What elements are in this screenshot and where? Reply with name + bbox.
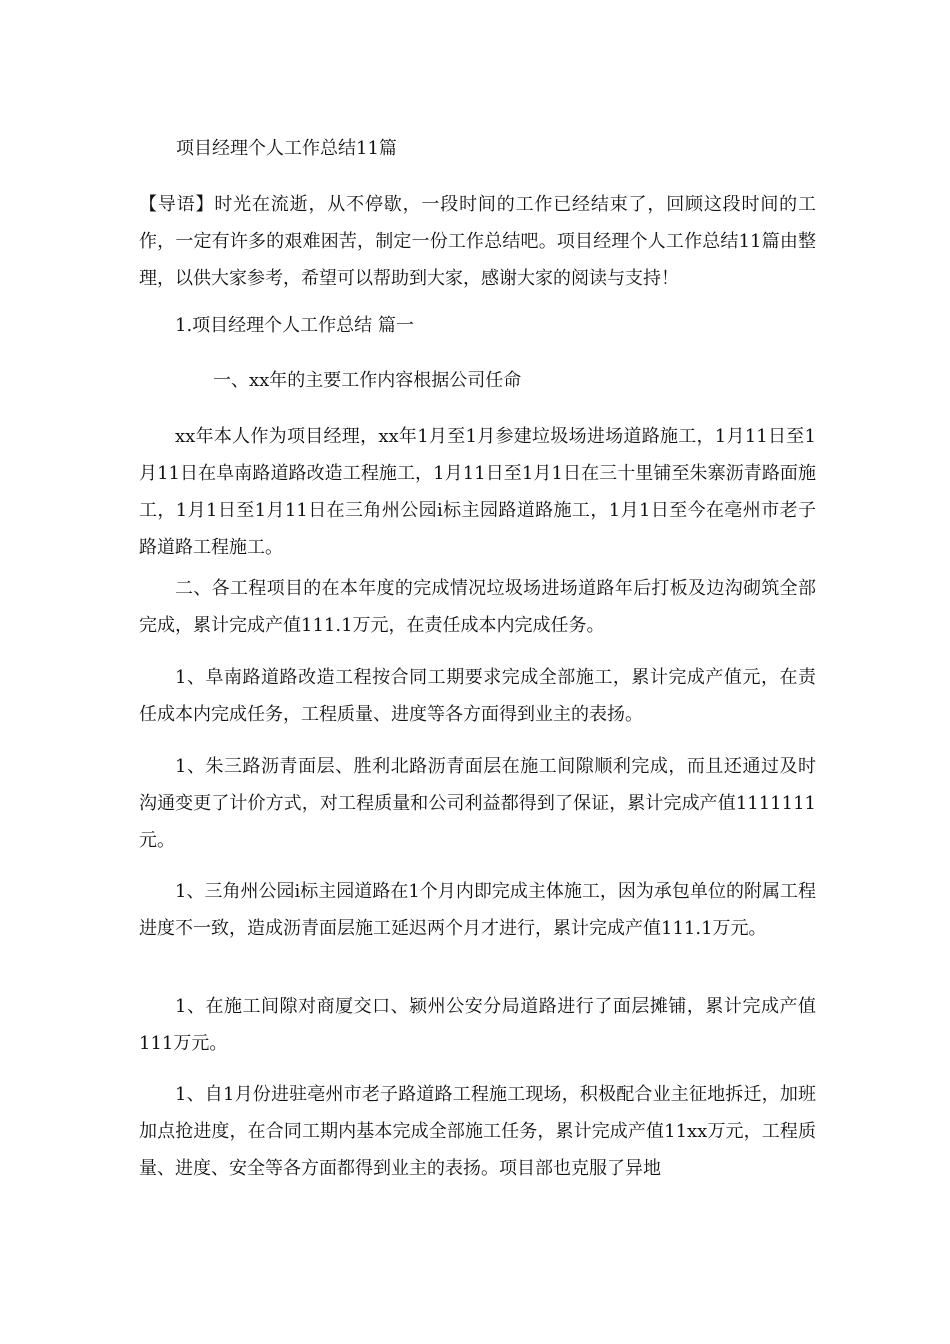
body-paragraph: 二、各工程项目的在本年度的完成情况垃圾场进场道路年后打板及边沟砌筑全部完成，累计完成产值111.1万元，在责任成本内完成任务。 xyxy=(139,578,816,636)
document-title: 项目经理个人工作总结11篇 xyxy=(176,138,397,159)
body-paragraph: 1、自1月份进驻亳州市老子路道路工程施工现场，积极配合业主征地拆迁，加班加点抢进度，在合同工期内基本完成全部施工任务，累计完成产值11xx万元，工程质量、进度、安全等各方面都得到业主的表扬。项目部也克服了异地 xyxy=(139,1084,816,1179)
intro-paragraph: 【导语】时光在流逝，从不停歇，一段时间的工作已经结束了，回顾这段时间的工作，一定有许多的艰难困苦，制定一份工作总结吧。项目经理个人工作总结11篇由整理，以供大家参考，希望可以帮助到大家，感谢大家的阅读与支持！ xyxy=(139,194,816,289)
body-paragraph: 1、朱三路沥青面层、胜利北路沥青面层在施工间隙顺利完成，而且还通过及时沟通变更了计价方式，对工程质量和公司利益都得到了保证，累计完成产值1111111元。 xyxy=(139,756,816,851)
body-paragraph: 1、阜南路道路改造工程按合同工期要求完成全部施工，累计完成产值元，在责任成本内完成任务，工程质量、进度等各方面得到业主的表扬。 xyxy=(139,667,816,725)
body-paragraph: xx年本人作为项目经理，xx年1月至1月参建垃圾场进场道路施工，1月11日至1月11日在阜南路道路改造工程施工，1月11日至1月1日在三十里铺至朱寨沥青路面施工，1月1日至1月11日在三角州公园i标主园路道路施工，1月1日至今在亳州市老子路道路工程施工。 xyxy=(139,426,816,558)
section-heading: 1.项目经理个人工作总结 篇一 xyxy=(175,315,414,336)
body-paragraph: 1、三角州公园i标主园道路在1个月内即完成主体施工，因为承包单位的附属工程进度不一致，造成沥青面层施工延迟两个月才进行，累计完成产值111.1万元。 xyxy=(139,881,816,939)
subheading: 一、xx年的主要工作内容根据公司任命 xyxy=(213,370,522,391)
body-paragraph: 1、在施工间隙对商厦交口、颍州公安分局道路进行了面层摊铺，累计完成产值111万元。 xyxy=(139,996,816,1054)
